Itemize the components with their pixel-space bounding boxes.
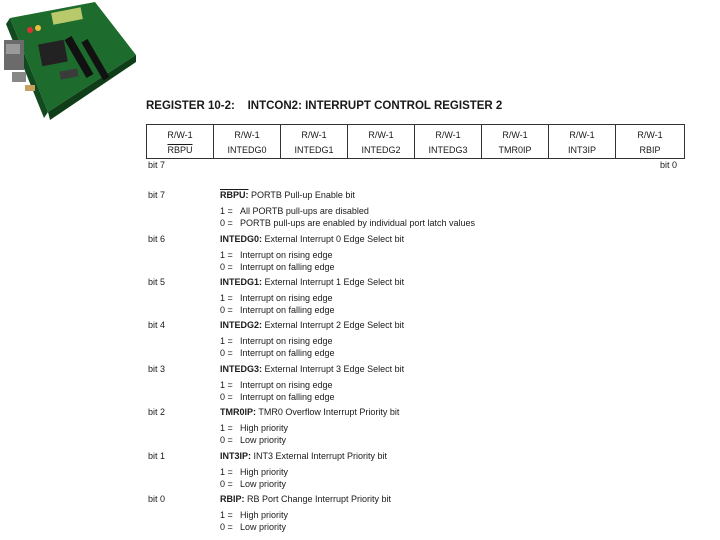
bit-option	[220, 522, 286, 532]
option-meaning: Interrupt on falling edge	[240, 305, 335, 315]
bit-option	[220, 336, 333, 346]
option-value: 0 =	[220, 435, 233, 445]
bit-option	[220, 262, 335, 272]
option-value: 0 =	[220, 348, 233, 358]
bit-option	[220, 218, 475, 228]
option-value: 1 =	[220, 423, 233, 433]
option-meaning: Interrupt on falling edge	[240, 262, 335, 272]
option-value: 1 =	[220, 380, 233, 390]
bit-field-name: INTEDG0:	[220, 234, 263, 244]
option-value: 0 =	[220, 262, 233, 272]
bit-access: R/W-1	[301, 130, 327, 140]
bit-access: R/W-1	[167, 130, 193, 140]
option-meaning: High priority	[240, 510, 289, 520]
option-meaning: All PORTB pull-ups are disabled	[240, 206, 369, 216]
bit-field-description: PORTB Pull-up Enable bit	[248, 190, 355, 200]
bit-name: INTEDG3	[428, 145, 468, 155]
option-value: 1 =	[220, 336, 233, 346]
option-value: 0 =	[220, 392, 233, 402]
option-meaning: High priority	[240, 467, 289, 477]
bit-heading	[220, 451, 387, 461]
option-value: 0 =	[220, 479, 233, 489]
option-meaning: Low priority	[240, 435, 287, 445]
bit-7-label: bit 7	[148, 160, 166, 170]
register-cell	[348, 125, 415, 158]
bit-option	[220, 305, 335, 315]
register-cell	[482, 125, 549, 158]
bit-number: bit 0	[148, 494, 166, 504]
bit-number: bit 1	[148, 451, 166, 461]
option-value: 0 =	[220, 305, 233, 315]
register-bit-table	[146, 124, 685, 159]
option-meaning: Interrupt on rising edge	[240, 380, 333, 390]
bit-name: TMR0IP	[498, 145, 532, 155]
bit-heading	[220, 494, 391, 504]
register-cell	[549, 125, 616, 158]
bit-field-description: External Interrupt 1 Edge Select bit	[262, 277, 405, 287]
option-value: 1 =	[220, 510, 233, 520]
bit-heading	[220, 234, 404, 244]
bit-field-name: INTEDG1:	[220, 277, 263, 287]
option-meaning: Interrupt on rising edge	[240, 293, 333, 303]
bit-field-description: TMR0 Overflow Interrupt Priority bit	[256, 407, 400, 417]
bit-0-label: bit 0	[660, 160, 678, 170]
option-meaning: Low priority	[240, 479, 287, 489]
bit-option	[220, 479, 286, 489]
option-meaning: Interrupt on rising edge	[240, 336, 333, 346]
bit-field-description: External Interrupt 2 Edge Select bit	[262, 320, 405, 330]
option-meaning: Low priority	[240, 522, 287, 532]
bit-number: bit 4	[148, 320, 166, 330]
option-meaning: Interrupt on falling edge	[240, 348, 335, 358]
bit-option	[220, 250, 333, 260]
bit-number: bit 7	[148, 190, 166, 200]
bit-number: bit 5	[148, 277, 166, 287]
bit-field-description: External Interrupt 3 Edge Select bit	[262, 364, 405, 374]
bit-option	[220, 510, 288, 520]
option-value: 1 =	[220, 250, 233, 260]
option-value: 0 =	[220, 218, 233, 228]
bit-access: R/W-1	[234, 130, 260, 140]
bit-name: INT3IP	[567, 145, 596, 155]
option-value: 1 =	[220, 467, 233, 477]
bit-heading	[220, 364, 404, 374]
register-cell	[281, 125, 348, 158]
option-meaning: Interrupt on falling edge	[240, 392, 335, 402]
register-cell	[214, 125, 281, 158]
option-meaning: High priority	[240, 423, 289, 433]
bit-number: bit 3	[148, 364, 166, 374]
bit-option	[220, 206, 369, 216]
bit-option	[220, 293, 333, 303]
bit-option	[220, 392, 335, 402]
option-meaning: PORTB pull-ups are enabled by individual port latch values	[240, 218, 475, 228]
bit-field-description: External Interrupt 0 Edge Select bit	[262, 234, 405, 244]
option-meaning: Interrupt on rising edge	[240, 250, 333, 260]
bit-field-name: INT3IP:	[220, 451, 252, 461]
bit-field-name: INTEDG2:	[220, 320, 263, 330]
bit-option	[220, 467, 288, 477]
bit-option	[220, 380, 333, 390]
register-cell	[147, 125, 214, 158]
development-board-photo	[0, 0, 137, 122]
register-cell	[415, 125, 482, 158]
bit-heading	[220, 190, 355, 200]
bit-field-name: RBIP:	[220, 494, 245, 504]
register-cell	[616, 125, 684, 158]
bit-number: bit 6	[148, 234, 166, 244]
bit-field-description: RB Port Change Interrupt Priority bit	[244, 494, 392, 504]
bit-number: bit 2	[148, 407, 166, 417]
bit-option	[220, 348, 335, 358]
bit-field-name: INTEDG3:	[220, 364, 263, 374]
bit-name: INTEDG0	[227, 145, 267, 155]
bit-name: INTEDG1	[294, 145, 334, 155]
bit-access: R/W-1	[368, 130, 394, 140]
bit-heading	[220, 320, 404, 330]
bit-heading	[220, 407, 399, 417]
bit-access: R/W-1	[637, 130, 663, 140]
bit-option	[220, 435, 286, 445]
bit-access: R/W-1	[569, 130, 595, 140]
register-title: REGISTER 10-2: INTCON2: INTERRUPT CONTROL REGISTER 2	[146, 100, 503, 112]
bit-field-name: TMR0IP:	[220, 407, 256, 417]
bit-field-description: INT3 External Interrupt Priority bit	[251, 451, 388, 461]
option-value: 1 =	[220, 206, 233, 216]
bit-option	[220, 423, 288, 433]
bit-name: INTEDG2	[361, 145, 401, 155]
bit-access: R/W-1	[502, 130, 528, 140]
bit-heading	[220, 277, 404, 287]
option-value: 1 =	[220, 293, 233, 303]
bit-name: RBIP	[639, 145, 661, 155]
bit-access: R/W-1	[435, 130, 461, 140]
bit-name: RBPU	[167, 145, 193, 155]
option-value: 0 =	[220, 522, 233, 532]
bit-field-name: RBPU:	[220, 190, 249, 200]
